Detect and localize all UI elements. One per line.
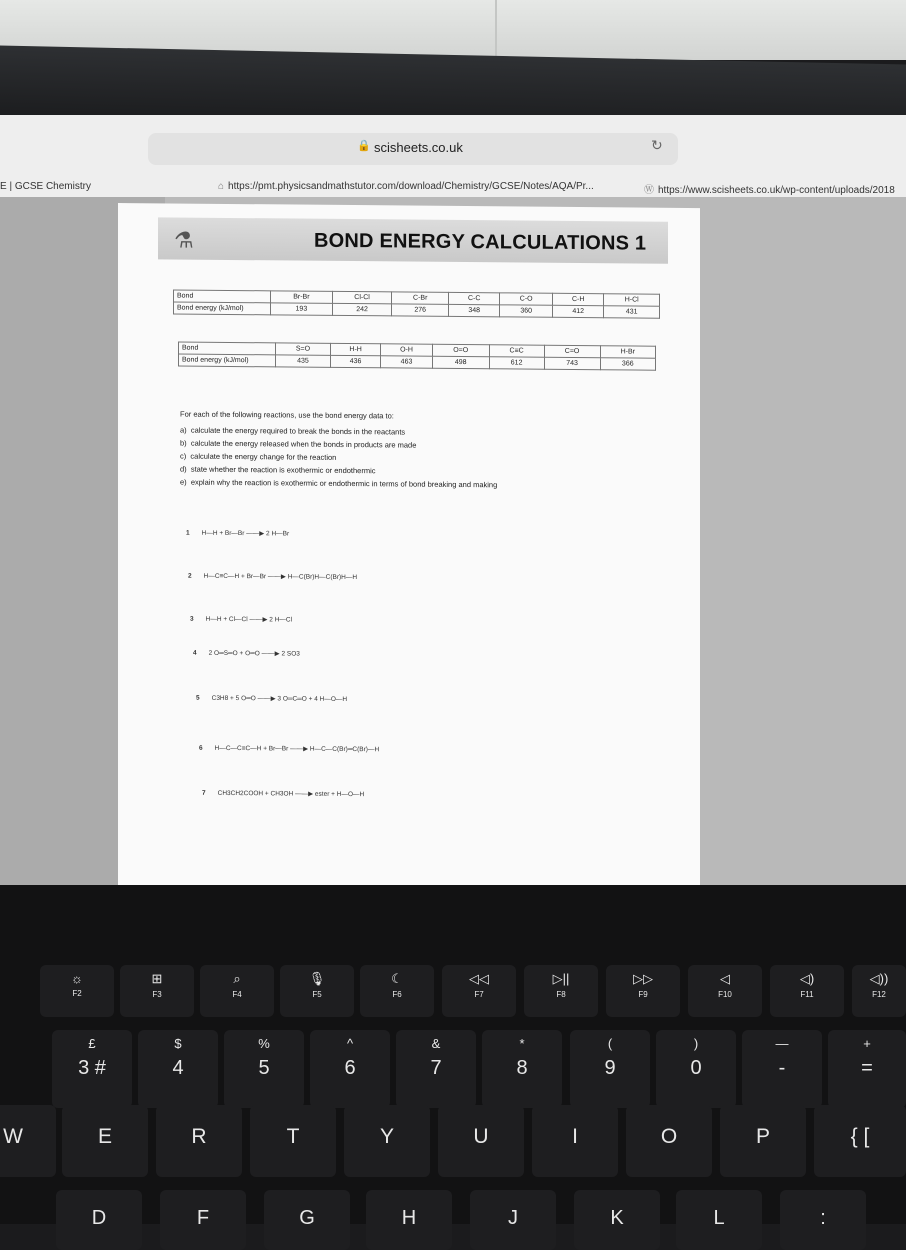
key-label: U bbox=[473, 1125, 489, 1148]
reaction-equation: 2 O═S═O + O═O ——▶ 2 SO3 bbox=[208, 649, 300, 658]
key-label: F7 bbox=[474, 990, 484, 999]
key-l[interactable] bbox=[676, 1190, 762, 1250]
table-cell: 612 bbox=[489, 357, 544, 369]
reaction-3 bbox=[190, 615, 292, 624]
key-8[interactable] bbox=[482, 1030, 562, 1108]
table-cell: 276 bbox=[392, 304, 449, 316]
reaction-number: 4 bbox=[193, 649, 197, 657]
item-text: calculate the energy required to break the bonds in the reactants bbox=[190, 425, 406, 437]
key-j[interactable] bbox=[470, 1190, 556, 1250]
reaction-number: 5 bbox=[196, 694, 200, 702]
item-text: calculate the energy released when the bonds in products are made bbox=[190, 438, 417, 450]
mission-control-icon: ⊞ bbox=[151, 971, 163, 986]
list-item bbox=[180, 426, 640, 439]
mute-icon: ◁ bbox=[720, 971, 730, 986]
table-cell: Br-Br bbox=[271, 291, 333, 304]
key-f7[interactable] bbox=[442, 965, 516, 1017]
tab-gcse-chemistry[interactable] bbox=[0, 181, 91, 192]
key-label: T bbox=[286, 1125, 300, 1148]
table-cell: 463 bbox=[381, 356, 432, 368]
table-cell: 431 bbox=[604, 306, 660, 318]
key-label: F bbox=[196, 1207, 210, 1229]
key-label: : bbox=[820, 1207, 826, 1229]
key-g[interactable] bbox=[264, 1190, 350, 1250]
table-cell: Cl-Cl bbox=[332, 291, 392, 304]
item-letter: a) bbox=[180, 425, 187, 435]
table-cell: 348 bbox=[449, 304, 500, 316]
row-label: Bond bbox=[174, 290, 271, 303]
key-3[interactable] bbox=[52, 1030, 132, 1108]
item-letter: c) bbox=[180, 451, 187, 461]
search-icon: ⌕ bbox=[233, 971, 241, 986]
key-label: 6 bbox=[344, 1057, 356, 1079]
table-cell: 436 bbox=[330, 355, 380, 367]
table-cell: O=O bbox=[432, 344, 489, 356]
key-6[interactable] bbox=[310, 1030, 390, 1108]
table-cell: H-H bbox=[330, 343, 380, 355]
key-label: F9 bbox=[638, 990, 648, 999]
key-symbol: + bbox=[863, 1036, 871, 1051]
key-u[interactable] bbox=[438, 1105, 524, 1177]
item-text: calculate the energy change for the reaction bbox=[190, 451, 337, 462]
reaction-number: 3 bbox=[190, 615, 194, 623]
key-label: H bbox=[401, 1207, 417, 1229]
key-symbol: * bbox=[519, 1036, 525, 1051]
key-o[interactable] bbox=[626, 1105, 712, 1177]
key-f10[interactable] bbox=[688, 965, 762, 1017]
list-item bbox=[180, 439, 640, 452]
address-domain[interactable]: scisheets.co.uk bbox=[374, 140, 463, 155]
key-h[interactable] bbox=[366, 1190, 452, 1250]
key-label: F8 bbox=[556, 990, 566, 999]
monitor-screen bbox=[0, 115, 906, 885]
table-cell: 242 bbox=[332, 303, 392, 316]
key-9[interactable] bbox=[570, 1030, 650, 1108]
key-label: I bbox=[572, 1125, 578, 1148]
key-symbol: ( bbox=[607, 1036, 613, 1051]
key-label: Y bbox=[379, 1125, 394, 1148]
key-4[interactable] bbox=[138, 1030, 218, 1108]
table-cell: C-C bbox=[449, 292, 500, 304]
table-cell: 412 bbox=[552, 305, 603, 317]
instructions-intro: For each of the following reactions, use the bond energy data to: bbox=[180, 409, 394, 421]
reaction-2 bbox=[188, 572, 357, 581]
tab-pmt[interactable] bbox=[218, 181, 594, 192]
reaction-number: 1 bbox=[186, 529, 190, 537]
key-symbol: ) bbox=[693, 1036, 699, 1051]
list-item bbox=[180, 452, 640, 465]
reload-icon[interactable]: ↻ bbox=[651, 137, 663, 153]
key-symbol: £ bbox=[88, 1036, 96, 1051]
key-f[interactable] bbox=[160, 1190, 246, 1250]
reaction-equation: H—C—C≡C—H + Br—Br ——▶ H—C—C(Br)═C(Br)—H bbox=[214, 744, 380, 754]
key-label: R bbox=[191, 1125, 207, 1148]
tab-label: E | GCSE Chemistry bbox=[0, 181, 91, 192]
moon-icon: ☾ bbox=[391, 971, 403, 986]
microphone-icon: 🎙 bbox=[308, 971, 326, 986]
volume-up-icon: ◁)) bbox=[869, 971, 889, 986]
key-f9[interactable] bbox=[606, 965, 680, 1017]
key-f3[interactable] bbox=[120, 965, 194, 1017]
key-p[interactable] bbox=[720, 1105, 806, 1177]
bookmark-icon: ⌂ bbox=[218, 181, 225, 192]
key-symbol: & bbox=[431, 1036, 441, 1051]
table-cell: H-Cl bbox=[604, 294, 660, 306]
key-label: W bbox=[3, 1125, 23, 1148]
key-equals[interactable] bbox=[828, 1030, 906, 1108]
table-cell: 435 bbox=[276, 355, 331, 367]
row-label: Bond bbox=[179, 342, 276, 355]
wall-seam bbox=[495, 0, 497, 60]
key-colon[interactable] bbox=[780, 1190, 866, 1250]
worksheet-page bbox=[118, 203, 700, 885]
key-e[interactable] bbox=[62, 1105, 148, 1177]
key-label: O bbox=[660, 1125, 678, 1148]
table-cell: C≡C bbox=[489, 345, 544, 357]
key-y[interactable] bbox=[344, 1105, 430, 1177]
reaction-equation: C3H8 + 5 O═O ——▶ 3 O═C═O + 4 H—O—H bbox=[211, 694, 348, 703]
key-symbol: ^ bbox=[346, 1036, 354, 1051]
key-w[interactable] bbox=[0, 1105, 56, 1177]
key-5[interactable] bbox=[224, 1030, 304, 1108]
key-label: 7 bbox=[430, 1057, 442, 1079]
key-0[interactable] bbox=[656, 1030, 736, 1108]
lock-icon: 🔒 bbox=[357, 140, 371, 152]
table-cell: 366 bbox=[600, 358, 655, 370]
key-label: F6 bbox=[392, 990, 402, 999]
key-label: F10 bbox=[718, 990, 732, 999]
key-label: K bbox=[610, 1207, 624, 1229]
item-letter: b) bbox=[180, 438, 187, 448]
list-item bbox=[180, 478, 640, 491]
table-cell: C=O bbox=[544, 345, 600, 357]
tab-label: https://www.scisheets.co.uk/wp-content/uploads/2018 bbox=[658, 185, 895, 196]
key-f11[interactable] bbox=[770, 965, 844, 1017]
reaction-1 bbox=[186, 529, 289, 538]
table-cell: 498 bbox=[432, 356, 489, 368]
rewind-icon: ◁◁ bbox=[469, 971, 489, 986]
wordpress-icon: Ⓦ bbox=[644, 185, 654, 196]
bond-energy-table-2 bbox=[178, 342, 656, 371]
key-k[interactable] bbox=[574, 1190, 660, 1250]
bond-energy-table-1 bbox=[173, 289, 660, 318]
table-cell: 743 bbox=[544, 357, 600, 369]
table-cell: H-Br bbox=[600, 346, 655, 358]
key-t[interactable] bbox=[250, 1105, 336, 1177]
key-minus[interactable] bbox=[742, 1030, 822, 1108]
key-label: L bbox=[713, 1207, 725, 1229]
key-symbol: $ bbox=[174, 1036, 182, 1051]
table-cell: S=O bbox=[276, 343, 331, 355]
key-label: 3 # bbox=[78, 1057, 106, 1079]
key-label: 9 bbox=[604, 1057, 616, 1079]
key-bracket[interactable] bbox=[814, 1105, 906, 1177]
key-label: 5 bbox=[258, 1057, 270, 1079]
brightness-icon: ☼ bbox=[71, 971, 83, 986]
key-f8[interactable] bbox=[524, 965, 598, 1017]
key-label: F4 bbox=[232, 990, 242, 999]
key-label: { [ bbox=[850, 1125, 870, 1148]
reaction-equation: H—C≡C—H + Br—Br ——▶ H—C(Br)H—C(Br)H—H bbox=[203, 572, 358, 582]
reaction-7 bbox=[202, 789, 364, 798]
key-label: F5 bbox=[312, 990, 322, 999]
key-label: 0 bbox=[690, 1057, 702, 1079]
key-r[interactable] bbox=[156, 1105, 242, 1177]
key-f12[interactable] bbox=[852, 965, 906, 1017]
key-d[interactable] bbox=[56, 1190, 142, 1250]
reaction-number: 7 bbox=[202, 789, 206, 797]
table-cell: C-O bbox=[500, 293, 552, 305]
key-label: - bbox=[778, 1057, 786, 1079]
key-label: P bbox=[755, 1125, 770, 1148]
reaction-5 bbox=[196, 694, 347, 703]
key-f2[interactable] bbox=[40, 965, 114, 1017]
key-label: F12 bbox=[872, 990, 886, 999]
key-7[interactable] bbox=[396, 1030, 476, 1108]
table-cell: O-H bbox=[381, 344, 432, 356]
key-label: G bbox=[299, 1207, 315, 1229]
reaction-equation: CH3CH2COOH + CH3OH ——▶ ester + H—O—H bbox=[217, 789, 365, 799]
fast-forward-icon: ▷▷ bbox=[633, 971, 653, 986]
key-label: 4 bbox=[172, 1057, 184, 1079]
row-label: Bond energy (kJ/mol) bbox=[179, 354, 276, 367]
key-label: E bbox=[97, 1125, 112, 1148]
row-label: Bond energy (kJ/mol) bbox=[174, 302, 271, 315]
key-label: = bbox=[861, 1057, 873, 1079]
table-cell: 360 bbox=[500, 305, 552, 317]
key-i[interactable] bbox=[532, 1105, 618, 1177]
key-label: D bbox=[91, 1207, 107, 1229]
key-label: J bbox=[508, 1207, 518, 1229]
page-title: BOND ENERGY CALCULATIONS 1 bbox=[314, 229, 647, 255]
item-text: explain why the reaction is exothermic or endothermic in terms of bond breaking and making bbox=[190, 477, 498, 490]
table-cell: C-H bbox=[552, 293, 603, 305]
tab-label: https://pmt.physicsandmathstutor.com/download/Chemistry/GCSE/Notes/AQA/Pr... bbox=[228, 181, 594, 192]
key-label: F11 bbox=[800, 990, 814, 999]
reaction-equation: H—H + Cl—Cl ——▶ 2 H—Cl bbox=[205, 615, 293, 624]
reaction-number: 6 bbox=[199, 744, 203, 752]
item-letter: e) bbox=[180, 477, 187, 487]
key-symbol: % bbox=[258, 1036, 270, 1051]
tab-scisheets[interactable] bbox=[644, 181, 895, 196]
instructions bbox=[180, 410, 640, 495]
reaction-4 bbox=[193, 649, 300, 658]
key-f4[interactable] bbox=[200, 965, 274, 1017]
key-f6[interactable] bbox=[360, 965, 434, 1017]
key-label: 8 bbox=[516, 1057, 528, 1079]
browser-toolbar bbox=[0, 115, 906, 197]
item-text: state whether the reaction is exothermic or endothermic bbox=[190, 464, 376, 476]
key-symbol: — bbox=[775, 1036, 789, 1051]
key-label: F2 bbox=[72, 989, 82, 998]
item-letter: d) bbox=[180, 464, 187, 474]
table-cell: C-Br bbox=[392, 292, 449, 304]
table-cell: 193 bbox=[271, 303, 333, 316]
list-item bbox=[180, 465, 640, 478]
key-label: F3 bbox=[152, 990, 162, 999]
lab-glassware-icon: ⚗ bbox=[174, 227, 194, 253]
volume-down-icon: ◁) bbox=[799, 971, 815, 986]
key-f5[interactable] bbox=[280, 965, 354, 1017]
title-banner bbox=[158, 217, 668, 263]
reaction-equation: H—H + Br—Br ——▶ 2 H—Br bbox=[201, 529, 290, 538]
reaction-number: 2 bbox=[188, 572, 192, 580]
reaction-6 bbox=[199, 744, 379, 754]
play-pause-icon: ▷|| bbox=[552, 971, 570, 986]
